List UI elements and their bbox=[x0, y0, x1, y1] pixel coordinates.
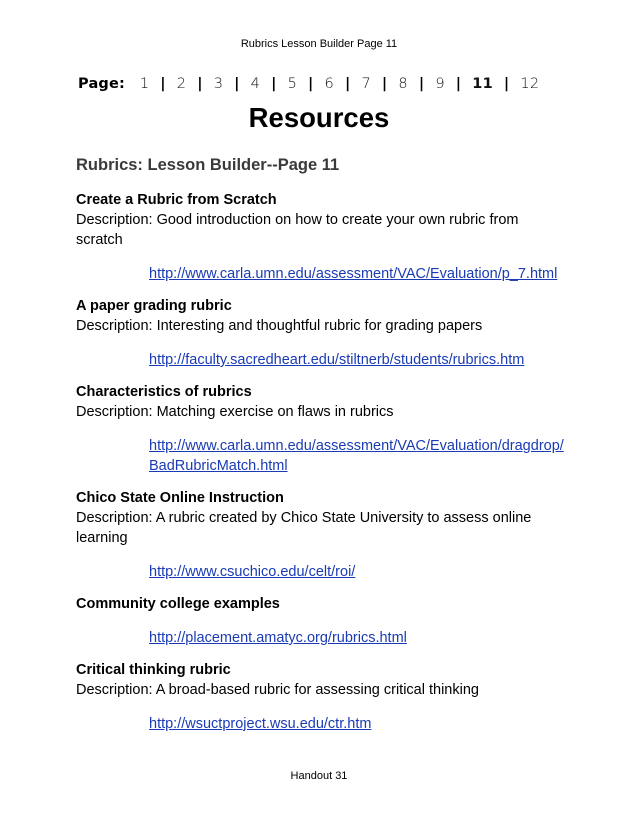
page-link-8[interactable]: 8 bbox=[398, 76, 408, 92]
resource-name: Chico State Online Instruction bbox=[76, 490, 284, 506]
page-header: Rubrics Lesson Builder Page 11 bbox=[240, 38, 398, 50]
resource-name: A paper grading rubric bbox=[76, 298, 232, 314]
resource-name: Community college examples bbox=[76, 596, 280, 612]
page-link-6[interactable]: 6 bbox=[324, 76, 334, 92]
page-nav-label: Page: bbox=[78, 76, 126, 92]
resource-entry bbox=[76, 382, 566, 476]
page-separator: | bbox=[197, 76, 203, 92]
page-separator: | bbox=[344, 76, 351, 92]
resource-name: Critical thinking rubric bbox=[76, 662, 231, 678]
resource-description: Description: A broad-based rubric for assessing critical thinking bbox=[76, 682, 479, 698]
resource-description: Description: Matching exercise on flaws in rubrics bbox=[76, 404, 394, 420]
page-navigation bbox=[78, 76, 568, 92]
resource-name: Characteristics of rubrics bbox=[76, 384, 252, 400]
page-separator: | bbox=[503, 76, 510, 92]
resource-description: Description: Good introduction on how to create your own rubric from scratch bbox=[76, 212, 519, 248]
resource-description: Description: A rubric created by Chico State University to assess online learning bbox=[76, 510, 532, 546]
section-subtitle: Rubrics: Lesson Builder--Page 11 bbox=[76, 156, 340, 174]
resource-name: Create a Rubric from Scratch bbox=[76, 192, 277, 208]
page-link-4[interactable]: 4 bbox=[250, 76, 261, 92]
page-link-7[interactable]: 7 bbox=[361, 76, 371, 92]
resource-entry bbox=[76, 190, 566, 284]
resource-description: Description: Interesting and thoughtful rubric for grading papers bbox=[76, 318, 483, 334]
page-link-1[interactable]: 1 bbox=[139, 76, 150, 92]
page-link-3[interactable]: 3 bbox=[213, 76, 224, 92]
resource-entry bbox=[76, 660, 566, 734]
resource-entry bbox=[76, 296, 566, 370]
resource-link[interactable]: http://wsuctproject.wsu.edu/ctr.htm bbox=[149, 716, 372, 732]
resource-link[interactable]: http://placement.amatyc.org/rubrics.html bbox=[149, 630, 407, 646]
resource-link[interactable]: http://www.carla.umn.edu/assessment/VAC/Evaluation/dragdrop/BadRubricMatch.html bbox=[149, 438, 564, 474]
resource-link[interactable]: http://www.csuchico.edu/celt/roi/ bbox=[149, 564, 356, 580]
page-separator: | bbox=[381, 76, 388, 92]
resource-link[interactable]: http://www.carla.umn.edu/assessment/VAC/Evaluation/p_7.html bbox=[149, 266, 558, 282]
page-separator: | bbox=[308, 76, 314, 92]
resource-list bbox=[76, 190, 566, 734]
page-separator: | bbox=[455, 76, 462, 92]
page-footer: Handout 31 bbox=[290, 770, 348, 782]
page-link-12[interactable]: 12 bbox=[520, 76, 540, 92]
resource-link[interactable]: http://faculty.sacredheart.edu/stiltnerb/students/rubrics.htm bbox=[149, 352, 525, 368]
page-link-9[interactable]: 9 bbox=[435, 76, 445, 92]
resource-entry bbox=[76, 488, 566, 582]
page-link-5[interactable]: 5 bbox=[287, 76, 298, 92]
page-title: Resources bbox=[248, 102, 390, 133]
page-separator: | bbox=[271, 76, 277, 92]
page-link-2[interactable]: 2 bbox=[176, 76, 187, 92]
resource-entry bbox=[76, 594, 566, 648]
page-separator: | bbox=[234, 76, 240, 92]
page-link-11[interactable]: 11 bbox=[472, 76, 493, 92]
page-separator: | bbox=[418, 76, 425, 92]
page-separator: | bbox=[160, 76, 166, 92]
